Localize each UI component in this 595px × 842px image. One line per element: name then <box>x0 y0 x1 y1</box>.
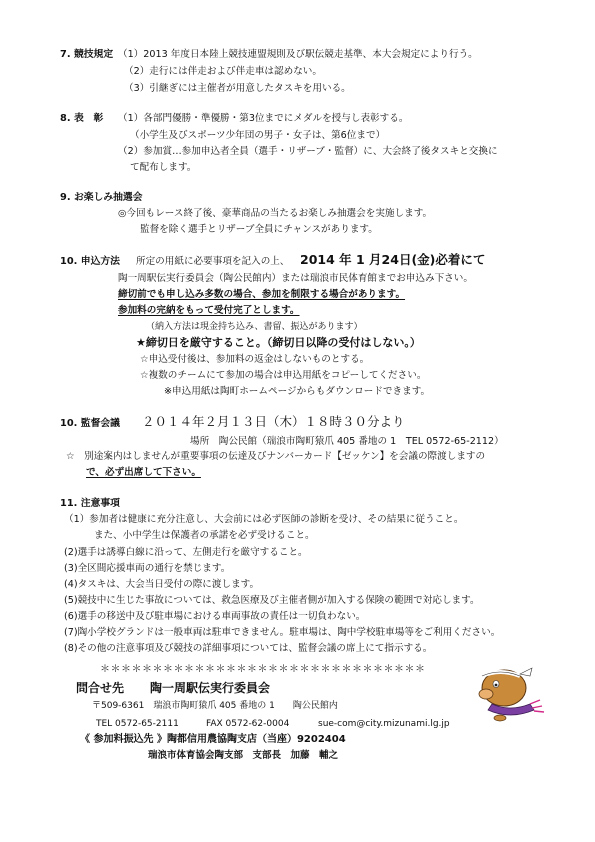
notice-line-2: また、小中学生は保護者の承諾を必ず受けること。 <box>94 530 315 541</box>
apply-line-5: ★締切日を厳守すること。（締切日以降の受付はしない。） <box>136 336 421 349</box>
section-8-heading: 8. 表 彰 <box>60 113 104 124</box>
section-11-heading: 11. 注意事項 <box>60 498 120 509</box>
section-7-line-3: （3）引継ぎには主催者が用意したタスキを用いる。 <box>124 83 351 94</box>
contact-tel: TEL 0572-65-2111 <box>96 719 179 729</box>
signer-line: 瑞浪市体育協会陶支部 支部長 加藤 輔之 <box>148 750 339 761</box>
apply-line-6: ☆申込受付後は、参加料の返金はしないものとする。 <box>140 354 370 365</box>
section-8-line-2: （小学生及びスポーツ少年団の男子・女子は、第6位まで） <box>130 130 386 141</box>
section-7-line-1: （1）2013 年度日本陸上競技連盟規則及び駅伝競走基準、本大会規定により行う。 <box>118 49 478 60</box>
meeting-note-line-2: で、必ず出席して下さい。 <box>86 467 201 478</box>
apply-line-8: ※申込用紙は陶町ホームページからもダウンロードできます。 <box>164 386 431 397</box>
contact-address: 〒509-6361 瑞浪市陶町猿爪 405 番地の 1 陶公民館内 <box>92 701 338 711</box>
section-8-line-4: て配布します。 <box>130 162 197 173</box>
notice-line-4: (3)全区間応援車両の通行を禁じます。 <box>64 563 231 574</box>
section-10-meeting-heading: 10. 監督会議 <box>60 418 120 429</box>
bank-transfer-info: 《 参加料振込先 》陶都信用農協陶支店（当座）9202404 <box>80 734 346 745</box>
notice-line-3: (2)選手は誘導白線に沿って、左側走行を厳守すること。 <box>64 547 308 558</box>
notice-line-5: (4)タスキは、大会当日受付の際に渡します。 <box>64 579 260 590</box>
apply-line-7: ☆複数のチームにて参加の場合は申込用紙をコピーしてください。 <box>140 370 427 381</box>
apply-line-4: （納入方法は現金持ち込み、書留、振込があります） <box>146 322 363 332</box>
contact-fax: FAX 0572-62-0004 <box>206 719 290 729</box>
section-8-line-1: （1）各部門優勝・準優勝・第3位までにメダルを授与し表彰する。 <box>118 113 409 124</box>
contact-label: 問合せ先 <box>76 681 125 695</box>
section-7-heading: 7. 競技規定 <box>60 49 114 60</box>
meeting-datetime: ２０１４年２月１３日（木）１８時３０分より <box>142 414 405 429</box>
apply-line-1: 陶一周駅伝実行委員会（陶公民館内）または瑞浪市民体育館までお申込み下さい。 <box>118 273 473 284</box>
separator-stars: ＊＊＊＊＊＊＊＊＊＊＊＊＊＊＊＊＊＊＊＊＊＊＊＊＊＊＊＊＊＊＊ <box>100 664 426 675</box>
meeting-place: 場所 陶公民館（瑞浪市陶町猿爪 405 番地の 1 TEL 0572-65-2112） <box>190 436 504 447</box>
notice-line-8: (7)陶小学校グランドは一般車両は駐車できません。駐車場は、陶中学校駐車場等をご利用ください。 <box>64 627 501 638</box>
contact-email[interactable]: sue-com@city.mizunami.lg.jp <box>318 719 450 729</box>
section-8-line-3: （2）参加賞…参加申込者全員（選手・リザーブ・監督）に、大会終了後タスキと交換に <box>118 146 498 157</box>
apply-lead-text: 所定の用紙に必要事項を記入の上、 <box>136 256 290 267</box>
notice-line-9: (8)その他の注意事項及び競技の詳細事項については、監督会議の席上にて指示する。 <box>64 643 433 654</box>
section-9-line-1: ◎今回もレース終了後、豪華商品の当たるお楽しみ抽選会を実施します。 <box>118 208 433 219</box>
section-9-heading: 9. お楽しみ抽選会 <box>60 192 143 203</box>
section-9-line-2: 監督を除く選手とリザーブ全員にチャンスがあります。 <box>140 224 378 235</box>
meeting-note-line-1: ☆ 別途案内はしませんが重要事項の伝達及びナンバーカード【ゼッケン】を会議の際渡しますの <box>66 451 486 462</box>
apply-line-2: 締切前でも申し込み多数の場合、参加を制限する場合があります。 <box>118 289 406 300</box>
notice-line-7: (6)選手の移送中及び駐車場における車両事故の責任は一切負わない。 <box>64 611 366 622</box>
mascot-illustration <box>470 654 550 724</box>
notice-line-6: (5)競技中に生じた事故については、救急医療及び主催者側が加入する保険の範囲で対応します。 <box>64 595 480 606</box>
apply-line-3: 参加料の完納をもって受付完了とします。 <box>118 305 300 316</box>
notice-line-1: （1）参加者は健康に充分注意し、大会前には必ず医師の診断を受け、その結果に従うこと。 <box>64 514 464 525</box>
contact-org: 陶一周駅伝実行委員会 <box>150 681 271 695</box>
apply-deadline: 2014 年 1 月24日(金)必着にて <box>300 252 486 267</box>
section-10-apply-heading: 10. 申込方法 <box>60 256 120 267</box>
section-7-line-2: （2）走行には伴走および伴走車は認めない。 <box>124 66 322 77</box>
